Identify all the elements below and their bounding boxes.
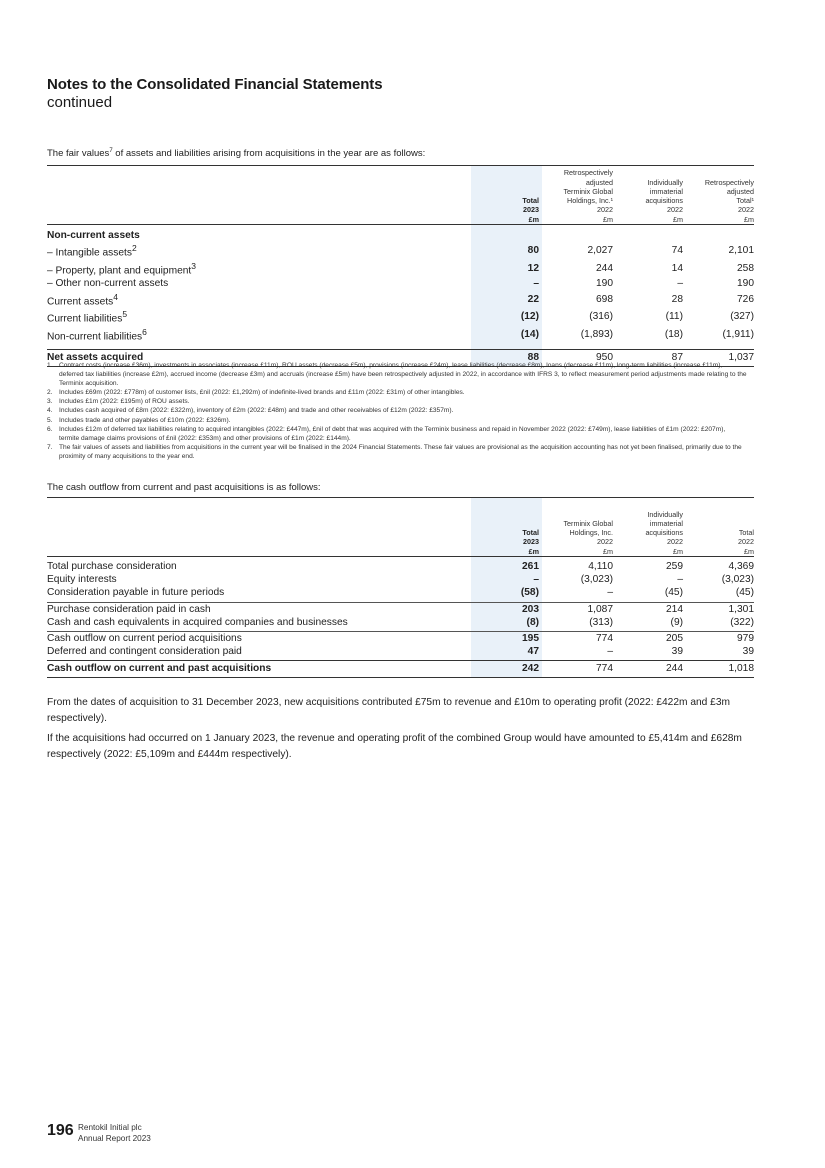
footnote-ref: 2 <box>131 243 137 254</box>
footer-report-name: Annual Report 2023 <box>78 1133 151 1143</box>
column-header-line: Terminix Global <box>563 518 613 528</box>
cell-total-2023: 12 <box>471 260 542 278</box>
column-header-line: adjusted <box>585 177 613 187</box>
column-header-line: Holdings, Inc. <box>569 528 613 538</box>
table-row <box>47 242 754 260</box>
footnote-number: 6. <box>47 425 53 433</box>
cell-total-2023: (58) <box>471 586 542 599</box>
table-cell: 774 <box>542 632 613 646</box>
paragraph-acquisitions-contribution: From the dates of acquisition to 31 December 2023, new acquisitions contributed £75m to revenue and £10m to operating profit (2022: £422m and £3m respectively). <box>47 697 730 724</box>
table-cell: 1,018 <box>683 661 754 678</box>
column-header-line: 2022 <box>597 205 613 215</box>
table-row <box>47 573 754 586</box>
footnote <box>47 397 747 406</box>
row-label: Cash outflow on current and past acquisitions <box>47 661 471 678</box>
column-header-line: Holdings, Inc.¹ <box>567 196 613 206</box>
table-row <box>47 225 754 243</box>
footnote-number: 4. <box>47 407 53 415</box>
column-header-line: immaterial <box>649 518 683 528</box>
column-header-line: Retrospectively <box>704 177 754 187</box>
fv-col-total-2023 <box>471 166 542 225</box>
table-row <box>47 560 754 573</box>
table-cell: 244 <box>596 262 613 274</box>
table-cell: 774 <box>542 661 613 678</box>
table-cell: (1,911) <box>722 328 754 340</box>
fv-col-terminix <box>542 166 613 225</box>
cell-total-2023: 203 <box>471 602 542 616</box>
footnote-number: 7. <box>47 443 53 451</box>
cashflow-intro: The cash outflow from current and past acquisitions is as follows: <box>47 482 321 493</box>
table-cell: (11) <box>665 311 683 323</box>
table-cell: 214 <box>613 602 683 616</box>
cell-total-2023: 22 <box>471 291 542 309</box>
table-cell: (313) <box>589 616 613 628</box>
footnote-text: Includes £1m (2022: £195m) of ROU assets. <box>59 398 190 406</box>
table-cell: 74 <box>671 245 683 257</box>
footnote-number: 1. <box>47 362 53 369</box>
table-cell: – <box>607 646 613 658</box>
footnote <box>47 361 747 388</box>
cf-col-total-2022 <box>683 498 754 557</box>
fair-values-rows <box>47 242 754 350</box>
table-cell: 28 <box>671 293 683 305</box>
table-cell: 205 <box>613 632 683 646</box>
column-header-line: Total <box>522 528 539 538</box>
row-label: Total purchase consideration <box>47 561 177 572</box>
row-label: Equity interests <box>47 574 117 586</box>
column-header-line: acquisitions <box>645 528 683 538</box>
column-header-line: 2023 <box>523 205 539 215</box>
column-header-line: £m <box>528 214 539 224</box>
footnote-text: The fair values of assets and liabilities from acquisitions in the current year will be finalised in the 2024 Financial Statements. These fair values are provisional as the acquisition accounting has not yet been finalised, primarily due to the proximity of many acquisitions to the year end. <box>59 443 742 460</box>
footnote-ref: 6 <box>142 326 147 337</box>
table-cell: 39 <box>742 646 754 658</box>
table-cell: (45) <box>664 587 683 599</box>
table-cell: 1,087 <box>542 602 613 616</box>
table-cell: 39 <box>671 646 683 658</box>
column-header-line: £m <box>673 546 683 556</box>
row-label: Purchase consideration paid in cash <box>47 602 471 616</box>
table-cell: (3,023) <box>721 574 754 586</box>
footnote-ref: 5 <box>122 309 128 320</box>
cell-total-2023: (8) <box>471 616 542 629</box>
cashflow-total-row <box>47 661 754 678</box>
table-cell: 4,369 <box>728 561 754 572</box>
table-row <box>47 326 754 344</box>
row-label: Consideration payable in future periods <box>47 587 225 599</box>
footnotes <box>47 361 747 461</box>
table-cell: (327) <box>730 311 754 323</box>
fair-values-intro: The fair values$^7$ of assets and liabilities arising from acquisitions in the year are as follows: <box>47 147 426 159</box>
table-cell: 726 <box>737 293 754 305</box>
column-header-line: Total¹ <box>736 196 754 206</box>
table-cell: 244 <box>613 661 683 678</box>
footnote-number: 2. <box>47 389 53 397</box>
table-cell: 190 <box>596 278 613 290</box>
column-header-line: 2022 <box>667 205 683 215</box>
table-row <box>47 616 754 629</box>
column-header-line: £m <box>528 546 539 556</box>
row-label: Cash and cash equivalents in acquired companies and businesses <box>47 616 348 628</box>
column-header-line: £m <box>744 214 754 224</box>
column-header-line: 2023 <box>523 537 539 547</box>
cell-total-2023: 80 <box>471 242 542 260</box>
column-header-line: Total <box>522 196 539 206</box>
paragraph-combined-group: If the acquisitions had occurred on 1 January 2023, the revenue and operating profit of the combined Group would have amounted to £5,414m and £628m respectively (2022: £5,109m and £444m respectively). <box>47 733 742 760</box>
table-cell: (45) <box>735 587 754 599</box>
table-cell: 979 <box>683 632 754 646</box>
footnote-ref: 4 <box>113 291 118 302</box>
table-row <box>47 602 754 616</box>
footnote-text: Includes £69m (2022: £778m) of customer lists, £nil (2022: £1,292m) of indefinite-lived brands and £11m (2022: £31m) of other intangibles. <box>59 389 465 397</box>
table-cell: – <box>677 278 683 290</box>
net-assets-row: Net assets acquired 88 950 87 1,037 <box>47 350 754 367</box>
column-header-line: Total <box>738 528 754 538</box>
cell-total-2023: 47 <box>471 645 542 658</box>
table-row <box>47 291 754 309</box>
column-header-line: £m <box>603 546 613 556</box>
cf-col-terminix <box>542 498 613 557</box>
table-cell: 258 <box>737 262 754 274</box>
cell-total-2023: (12) <box>471 308 542 326</box>
column-header-line: Retrospectively <box>563 168 613 178</box>
cell-total-2023: – <box>471 277 542 290</box>
fair-values-table <box>47 165 754 367</box>
fair-values-header <box>47 166 754 225</box>
column-header-line: 2022 <box>667 537 683 547</box>
footnote-text: Includes £12m of deferred tax liabilities relating to acquired intangibles (2022: £447m), £nil of debt that was acquired with the Terminix business and repaid in November 2022 (2022: £749m), lease liabilities of £1m (2022: £207m), termite damage claims provisions of £nil (2022: £353m) and other provisions of £1m (2022: £144m). <box>59 425 726 442</box>
row-label: – Other non-current assets <box>47 278 169 290</box>
footer-company <box>78 1123 151 1144</box>
section-heading: Non-current assets <box>47 230 140 241</box>
row-label: Deferred and contingent consideration paid <box>47 646 242 658</box>
footnote <box>47 416 747 425</box>
page-subtitle: continued <box>47 94 113 111</box>
column-header-line: Individually <box>647 509 683 519</box>
row-label: Current liabilities$^5$ <box>47 309 128 325</box>
row-label: – Intangible assets$^2$ <box>47 243 137 259</box>
table-cell: (9) <box>670 616 683 628</box>
cashflow-rows <box>47 557 754 678</box>
cashflow-table <box>47 497 754 678</box>
footnote <box>47 406 747 415</box>
row-label: – Property, plant and equipment$^3$ <box>47 260 196 277</box>
cf-col-individually <box>613 498 683 557</box>
column-header-line: acquisitions <box>645 196 683 206</box>
table-cell: 698 <box>596 293 613 305</box>
page-title: Notes to the Consolidated Financial Statements <box>47 76 383 93</box>
cell-total-2023: (14) <box>471 326 542 344</box>
footnote-ref: 3 <box>191 260 196 271</box>
footer-company-name: Rentokil Initial plc <box>78 1123 142 1132</box>
table-cell: 2,027 <box>587 245 613 257</box>
column-header-line: £m <box>603 214 613 224</box>
cf-col-total-2023 <box>471 498 542 557</box>
table-cell: – <box>607 587 613 599</box>
column-header-line: £m <box>744 546 754 556</box>
row-label: Cash outflow on current period acquisitions <box>47 632 471 646</box>
cell-total-2023: – <box>471 573 542 586</box>
footnote <box>47 388 747 397</box>
table-cell: (316) <box>589 311 613 323</box>
table-cell: 190 <box>737 278 754 290</box>
column-header-line: adjusted <box>726 186 754 196</box>
footnote-text: Includes cash acquired of £8m (2022: £322m), inventory of £2m (2022: £48m) and trade and other receivables of £12m (2022: £357m). <box>59 407 454 415</box>
footnote-text: Includes trade and other payables of £10m (2022: £326m). <box>59 416 231 424</box>
column-header-line: £m <box>673 214 683 224</box>
table-cell: (3,023) <box>580 574 613 586</box>
column-header-line: 2022 <box>597 537 613 547</box>
footnote-text: Contract costs (increase £36m), investments in associates (increase £11m), ROU assets (decrease £5m), provisions (increase £24m), lease liabilities (decrease £8m), loans (decrease £11m), long-term liabilities (increase £11m), deferred tax liabilities (increase £2m), accrued income (decrease £3m) and accruals (increase £5m) have been retrospectively adjusted in 2022, in accordance with IFRS 3, to reflect measurement period adjustments made relating to the Terminix acquisition. <box>59 362 747 388</box>
table-row <box>47 632 754 646</box>
cashflow-header <box>47 498 754 557</box>
fv-col-individually <box>613 166 683 225</box>
table-row <box>47 586 754 599</box>
table-row <box>47 277 754 290</box>
table-cell: 1,301 <box>683 602 754 616</box>
row-label: Non-current liabilities$^6$ <box>47 326 147 343</box>
footnote-number: 3. <box>47 398 53 406</box>
fv-col-total-2022 <box>683 166 754 225</box>
footnote <box>47 443 747 461</box>
row-label: Current assets$^4$ <box>47 291 118 307</box>
table-cell: 14 <box>671 262 683 274</box>
table-cell: 4,110 <box>588 561 613 572</box>
footnote-number: 5. <box>47 416 53 424</box>
cell-total-2023: 242 <box>471 661 542 678</box>
table-cell: (1,893) <box>580 328 613 340</box>
cell-total-2023: 261 <box>471 560 542 573</box>
table-cell: (18) <box>664 328 683 340</box>
column-header-line: 2022 <box>738 537 754 547</box>
table-cell: 2,101 <box>728 245 754 257</box>
page-number: 196 <box>47 1122 74 1139</box>
column-header-line: Individually <box>647 177 683 187</box>
table-cell: – <box>677 574 683 586</box>
table-row <box>47 645 754 658</box>
table-cell: (322) <box>730 616 754 628</box>
footnote <box>47 425 747 443</box>
table-cell: 259 <box>666 561 683 572</box>
column-header-line: 2022 <box>738 205 754 215</box>
column-header-line: Terminix Global <box>563 186 613 196</box>
table-row <box>47 308 754 326</box>
cell-total-2023: 195 <box>471 632 542 646</box>
column-header-line: immaterial <box>649 186 683 196</box>
table-row <box>47 260 754 278</box>
